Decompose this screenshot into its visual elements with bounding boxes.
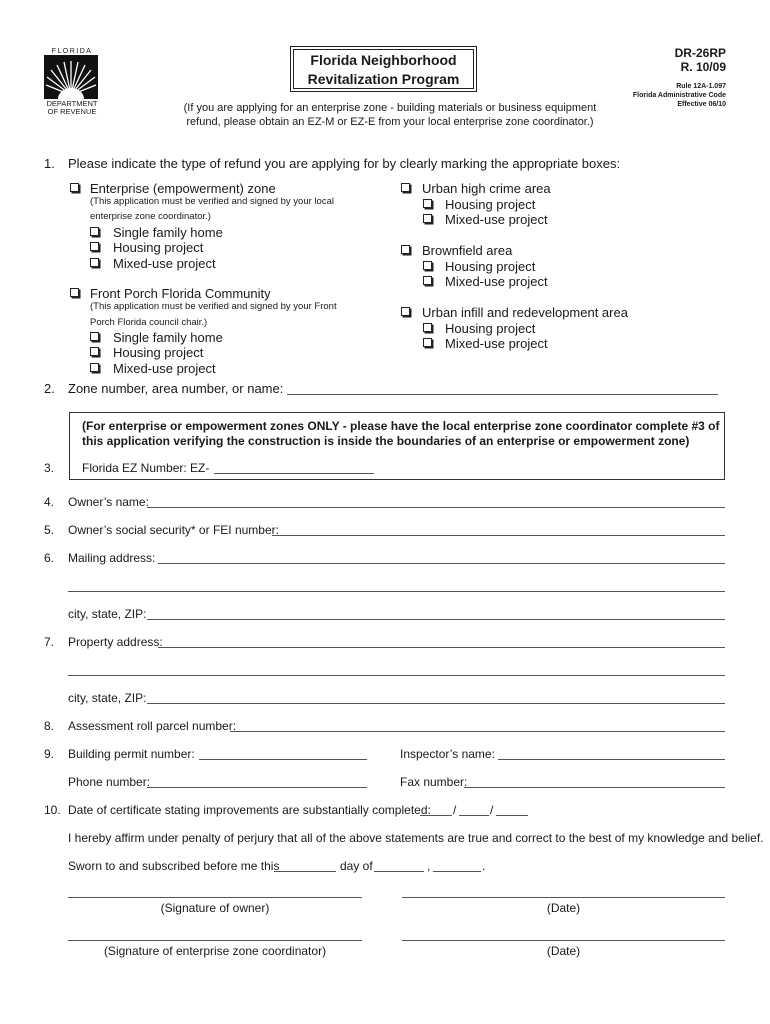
label-uhc-housing: Housing project bbox=[445, 197, 536, 212]
q5-number: 5. bbox=[44, 523, 55, 537]
ez-box-line-1: (For enterprise or empowerment zones ONLY - please have the local enterprise zone coordinator complete #3 of bbox=[82, 419, 720, 433]
checkbox-urban-infill[interactable] bbox=[401, 307, 410, 316]
form-revision: R. 10/09 bbox=[680, 60, 726, 74]
mailing-city-field[interactable] bbox=[147, 619, 725, 620]
owner-signature-label: (Signature of owner) bbox=[160, 901, 270, 915]
coordinator-date-label: (Date) bbox=[546, 944, 581, 958]
property-address-field-2[interactable] bbox=[68, 675, 725, 676]
q3-number: 3. bbox=[44, 461, 55, 475]
completion-month-field[interactable] bbox=[420, 815, 452, 816]
q8-number: 8. bbox=[44, 719, 55, 733]
affirmation-text: I hereby affirm under penalty of perjury that all of the above statements are true and correct to the best of my knowledge and belief. bbox=[68, 831, 764, 845]
q9-number: 9. bbox=[44, 747, 55, 761]
rule-number: Rule 12A-1.097 bbox=[676, 83, 726, 90]
form-title-line1: Florida Neighborhood bbox=[310, 52, 457, 68]
label-ez-mixed-use: Mixed-use project bbox=[113, 256, 216, 271]
label-front-porch: Front Porch Florida Community bbox=[90, 286, 271, 301]
label-brownfield: Brownfield area bbox=[422, 243, 513, 258]
q3-label: Florida EZ Number: EZ- bbox=[82, 461, 210, 475]
checkbox-uhc-mixed-use[interactable] bbox=[423, 214, 432, 223]
label-fp-mixed-use: Mixed-use project bbox=[113, 361, 216, 376]
date-slash-1: / bbox=[453, 803, 457, 817]
owner-date-label: (Date) bbox=[546, 901, 581, 915]
label-uhc-mixed-use: Mixed-use project bbox=[445, 212, 548, 227]
checkbox-ez-housing[interactable] bbox=[90, 242, 99, 251]
label-bf-housing: Housing project bbox=[445, 259, 536, 274]
effective-date: Effective 06/10 bbox=[677, 101, 726, 108]
label-fp-housing: Housing project bbox=[113, 345, 204, 360]
completion-year-field[interactable] bbox=[496, 815, 528, 816]
checkbox-fp-mixed-use[interactable] bbox=[90, 363, 99, 372]
label-enterprise-zone: Enterprise (empowerment) zone bbox=[90, 181, 276, 196]
checkbox-fp-single-family[interactable] bbox=[90, 332, 99, 341]
coordinator-signature-label: (Signature of enterprise zone coordinator) bbox=[103, 944, 327, 958]
agency-name-top: FLORIDA bbox=[51, 48, 93, 55]
sworn-text-1: Sworn to and subscribed before me this bbox=[68, 859, 280, 873]
zone-name-field[interactable] bbox=[287, 394, 718, 395]
instruction-line-1: (If you are applying for an enterprise zone - building materials or business equipment bbox=[183, 102, 597, 114]
checkbox-ez-single-family[interactable] bbox=[90, 227, 99, 236]
label-ui-mixed-use: Mixed-use project bbox=[445, 336, 548, 351]
checkbox-uhc-housing[interactable] bbox=[423, 199, 432, 208]
ez-box-line-2: this application verifying the construction is inside the boundaries of an enterprise or empowerment zone) bbox=[82, 434, 690, 448]
checkbox-urban-high-crime[interactable] bbox=[401, 183, 410, 192]
property-address-field-1[interactable] bbox=[158, 647, 725, 648]
q9-fax-label: Fax number: bbox=[400, 775, 468, 789]
checkbox-bf-mixed-use[interactable] bbox=[423, 276, 432, 285]
q7-number: 7. bbox=[44, 635, 55, 649]
q4-label: Owner’s name: bbox=[68, 495, 149, 509]
q6-city-label: city, state, ZIP: bbox=[68, 607, 147, 621]
agency-name-bottom-2: OF REVENUE bbox=[47, 107, 97, 116]
checkbox-enterprise-zone[interactable] bbox=[70, 183, 79, 192]
owner-name-field[interactable] bbox=[147, 507, 725, 508]
checkbox-front-porch[interactable] bbox=[70, 288, 79, 297]
checkbox-brownfield[interactable] bbox=[401, 245, 410, 254]
property-city-field[interactable] bbox=[147, 703, 725, 704]
q5-label: Owner’s social security* or FEI number: bbox=[68, 523, 279, 537]
fax-number-field[interactable] bbox=[464, 787, 725, 788]
sworn-year-field[interactable] bbox=[433, 871, 481, 872]
q1-text: Please indicate the type of refund you are applying for by clearly marking the appropriate boxes: bbox=[68, 156, 621, 171]
q10-label: Date of certificate stating improvements are substantially completed: bbox=[68, 803, 431, 817]
label-ez-single-family: Single family home bbox=[113, 225, 223, 240]
parcel-number-field[interactable] bbox=[230, 731, 725, 732]
checkbox-ez-mixed-use[interactable] bbox=[90, 258, 99, 267]
coordinator-signature-field[interactable] bbox=[68, 940, 362, 941]
label-ui-housing: Housing project bbox=[445, 321, 536, 336]
q8-label: Assessment roll parcel number: bbox=[68, 719, 237, 733]
fp-note-1: (This application must be verified and signed by your Front bbox=[90, 301, 337, 312]
sworn-month-field[interactable] bbox=[374, 871, 424, 872]
q9-phone-label: Phone number: bbox=[68, 775, 151, 789]
ez-note-2: enterprise zone coordinator.) bbox=[90, 211, 211, 222]
sworn-text-2: day of bbox=[340, 859, 373, 873]
form-title-box bbox=[290, 46, 477, 92]
label-ez-housing: Housing project bbox=[113, 240, 204, 255]
agency-name-bottom-1: DEPARTMENT bbox=[46, 99, 98, 108]
ez-number-field[interactable] bbox=[214, 473, 374, 474]
q1-number: 1. bbox=[44, 156, 55, 171]
mailing-address-field-2[interactable] bbox=[68, 591, 725, 592]
sworn-day-field[interactable] bbox=[274, 871, 336, 872]
q6-label: Mailing address: bbox=[68, 551, 156, 565]
owner-date-field[interactable] bbox=[402, 897, 725, 898]
q2-number: 2. bbox=[44, 381, 55, 396]
sworn-comma: , bbox=[427, 859, 431, 873]
phone-number-field[interactable] bbox=[147, 787, 367, 788]
checkbox-bf-housing[interactable] bbox=[423, 261, 432, 270]
completion-day-field[interactable] bbox=[459, 815, 489, 816]
q10-number: 10. bbox=[44, 803, 61, 817]
q9-permit-label: Building permit number: bbox=[68, 747, 195, 761]
checkbox-ui-mixed-use[interactable] bbox=[423, 338, 432, 347]
label-bf-mixed-use: Mixed-use project bbox=[445, 274, 548, 289]
owner-ssn-fei-field[interactable] bbox=[272, 535, 725, 536]
checkbox-ui-housing[interactable] bbox=[423, 323, 432, 332]
sworn-period: . bbox=[482, 859, 486, 873]
checkbox-fp-housing[interactable] bbox=[90, 347, 99, 356]
inspector-name-field[interactable] bbox=[498, 759, 725, 760]
dor-sunburst-logo bbox=[44, 55, 98, 99]
coordinator-date-field[interactable] bbox=[402, 940, 725, 941]
form-number: DR-26RP bbox=[674, 46, 726, 60]
admin-code: Florida Administrative Code bbox=[632, 92, 726, 99]
q6-number: 6. bbox=[44, 551, 55, 565]
form-title-line2: Revitalization Program bbox=[307, 71, 460, 87]
q7-label: Property address: bbox=[68, 635, 163, 649]
q9-inspector-label: Inspector’s name: bbox=[400, 747, 495, 761]
label-urban-infill: Urban infill and redevelopment area bbox=[422, 305, 628, 320]
fp-note-2: Porch Florida council chair.) bbox=[90, 317, 208, 328]
owner-signature-field[interactable] bbox=[68, 897, 362, 898]
q2-label: Zone number, area number, or name: bbox=[68, 381, 284, 396]
label-urban-high-crime: Urban high crime area bbox=[422, 181, 551, 196]
mailing-address-field-1[interactable] bbox=[158, 563, 725, 564]
instruction-line-2: refund, please obtain an EZ-M or EZ-E from your local enterprise zone coordinator.) bbox=[186, 116, 594, 128]
q7-city-label: city, state, ZIP: bbox=[68, 691, 147, 705]
q4-number: 4. bbox=[44, 495, 55, 509]
label-fp-single-family: Single family home bbox=[113, 330, 223, 345]
building-permit-field[interactable] bbox=[199, 759, 367, 760]
date-slash-2: / bbox=[490, 803, 494, 817]
ez-note-1: (This application must be verified and signed by your local bbox=[90, 196, 334, 207]
